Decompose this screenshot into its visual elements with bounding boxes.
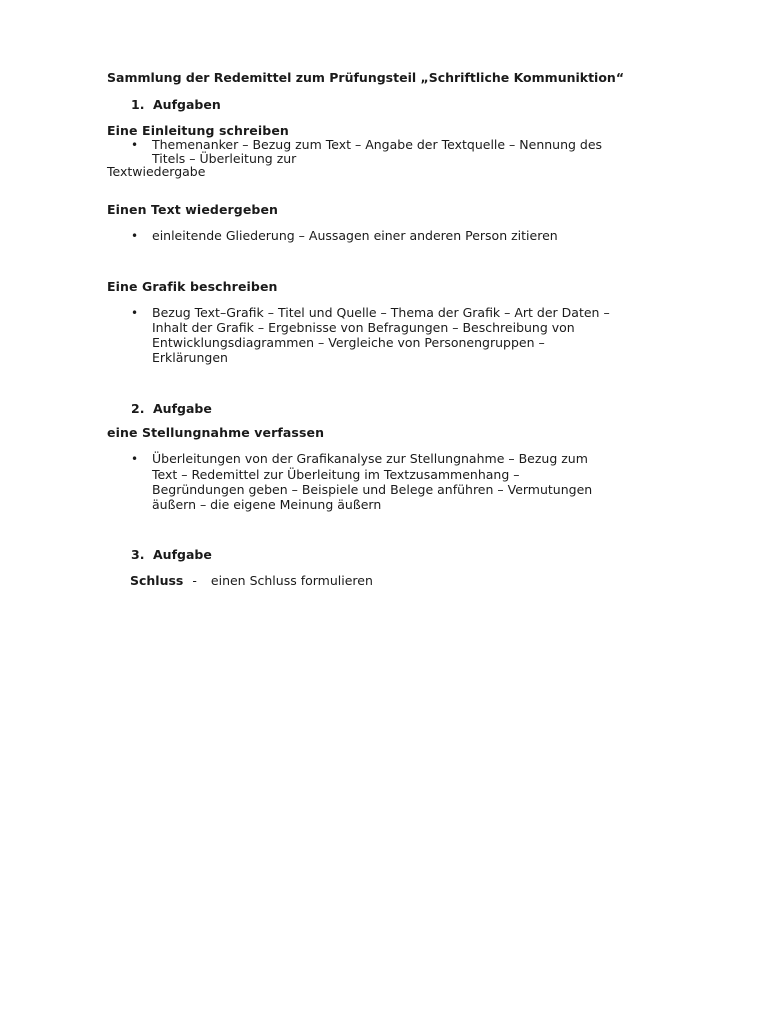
document-title: Sammlung der Redemittel zum Prüfungsteil „Schriftliche Kommuniktion“ (107, 70, 625, 85)
section-3-number: 3. (131, 547, 145, 562)
stellungnahme-heading: eine Stellungnahme verfassen (107, 425, 325, 440)
schluss-line (130, 573, 373, 588)
einleitung-line-3: Textwiedergabe (107, 164, 206, 179)
section-1-heading (131, 97, 221, 112)
grafik-heading: Eine Grafik beschreiben (107, 279, 278, 294)
grafik-bullet: • (131, 306, 139, 320)
schluss-dash: - (192, 573, 197, 588)
section-1-title: Aufgaben (153, 97, 221, 112)
einleitung-line-1: Themenanker – Bezug zum Text – Angabe der Textquelle – Nennung des (152, 137, 603, 152)
grafik-line-1: Bezug Text–Grafik – Titel und Quelle – Thema der Grafik – Art der Daten – (152, 305, 610, 320)
stellungnahme-bullet: • (131, 452, 139, 466)
einleitung-bullet: • (131, 138, 139, 152)
section-2-title: Aufgabe (153, 401, 212, 416)
stellungnahme-line-3: Begründungen geben – Beispiele und Belege anführen – Vermutungen (152, 482, 593, 497)
grafik-line-2: Inhalt der Grafik – Ergebnisse von Befragungen – Beschreibung von (152, 320, 575, 335)
wiedergabe-heading: Einen Text wiedergeben (107, 202, 279, 217)
einleitung-heading: Eine Einleitung schreiben (107, 123, 289, 138)
schluss-label: Schluss (130, 573, 184, 588)
wiedergabe-line-1: einleitende Gliederung – Aussagen einer anderen Person zitieren (152, 228, 558, 243)
grafik-line-4: Erklärungen (152, 350, 228, 365)
section-2-number: 2. (131, 401, 145, 416)
section-2-heading (131, 401, 212, 416)
stellungnahme-line-4: äußern – die eigene Meinung äußern (152, 497, 382, 512)
stellungnahme-line-2: Text – Redemittel zur Überleitung im Textzusammenhang – (152, 467, 520, 482)
stellungnahme-line-1: Überleitungen von der Grafikanalyse zur Stellungnahme – Bezug zum (152, 451, 588, 466)
section-3-heading (131, 547, 212, 562)
schluss-text: einen Schluss formulieren (210, 573, 373, 588)
einleitung-line-2: Titels – Überleitung zur (152, 151, 297, 166)
wiedergabe-bullet: • (131, 229, 139, 243)
section-1-number: 1. (131, 97, 145, 112)
grafik-line-3: Entwicklungsdiagrammen – Vergleiche von Personengruppen – (152, 335, 545, 350)
section-3-title: Aufgabe (153, 547, 212, 562)
